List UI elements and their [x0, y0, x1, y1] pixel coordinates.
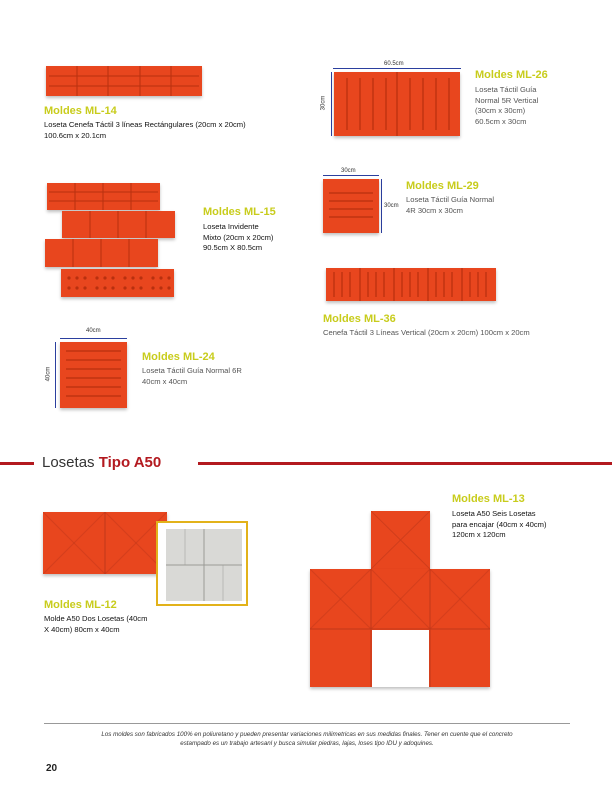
ml15-mold-image — [45, 183, 175, 297]
footer-note — [36, 730, 578, 748]
ml13-desc-line1: Loseta A50 Seis Losetas — [452, 509, 536, 518]
ml29-desc-line2: 4R 30cm x 30cm — [406, 205, 463, 215]
section-title — [42, 454, 161, 471]
ml14-desc-line2: 100.6cm x 20.1cm — [44, 130, 107, 140]
footer-note-line2: estampado es un trabajo artesanl y busca simular piedras, lajas, loses tipo IDU y adoquines. — [180, 740, 434, 747]
ml12-desc-line1: Molde A50 Dos Losetas (40cm — [44, 614, 148, 623]
ml14-mold-image — [46, 66, 202, 96]
ml15-row-3 — [45, 239, 158, 267]
ml12-concrete-surface — [166, 529, 242, 601]
ml29-desc-line1: Loseta Táctil Guía Normal — [406, 195, 495, 204]
ml14-title: Moldes ML-14 — [44, 105, 117, 117]
ml13-desc-line3: 120cm x 120cm — [452, 530, 506, 539]
ml29-mold-image — [323, 179, 379, 233]
ml15-row-2 — [62, 211, 175, 238]
footer-divider — [44, 723, 570, 724]
page-number: 20 — [46, 763, 58, 774]
ml26-title: Moldes ML-26 — [475, 69, 548, 81]
section-divider-right — [198, 462, 612, 465]
ml29-description — [406, 195, 494, 216]
ml12-concrete-sample-image — [156, 521, 248, 606]
ml24-width-line — [60, 338, 127, 339]
ml29-title: Moldes ML-29 — [406, 180, 479, 192]
ml14-desc-line1: Loseta Cenefa Táctil 3 líneas Rectángulares (20cm x 20cm) — [44, 120, 246, 129]
ml26-width-label: 60.5cm — [384, 61, 404, 67]
ml26-width-line — [333, 68, 461, 69]
ml26-desc-line4: 60.5cm x 30cm — [475, 116, 527, 126]
ml26-desc-line2: Normal 5R Vertical — [475, 95, 539, 105]
footer-note-line1: Los moldes son fabricados 100% en poliuretano y pueden presentar variaciones milimetricas en sus medidas finales. Tener en cuente que el concreto — [101, 731, 513, 738]
ml26-mold-image — [334, 72, 460, 136]
ml36-title: Moldes ML-36 — [323, 313, 396, 325]
ml12-mold-image — [43, 512, 167, 574]
ml29-width-label: 30cm — [341, 168, 356, 174]
section-divider-left — [0, 462, 34, 465]
ml24-title: Moldes ML-24 — [142, 351, 215, 363]
ml36-desc-line1: Cenefa Táctil 3 Líneas Vertical (20cm x 20cm) 100cm x 20cm — [323, 328, 530, 337]
ml15-row-1 — [47, 183, 160, 210]
ml24-desc-line1: Loseta Táctil Guía Normal 6R — [142, 366, 242, 375]
ml24-desc-line2: 40cm x 40cm — [142, 376, 188, 386]
ml26-desc-line1: Loseta Táctil Guía — [475, 85, 537, 94]
ml36-mold-image — [326, 268, 496, 301]
ml29-height-line — [381, 179, 382, 233]
ml26-desc-line3: (30cm x 30cm) — [475, 106, 526, 115]
ml12-description — [44, 614, 147, 635]
ml14-description — [44, 120, 246, 141]
ml24-height-label: 40cm — [45, 366, 52, 382]
ml26-height-label: 30cm — [320, 95, 327, 111]
ml13-title: Moldes ML-13 — [452, 493, 525, 505]
section-title-light: Losetas — [42, 454, 99, 471]
ml13-gap-bottom — [372, 630, 429, 687]
ml15-desc-line2: Mixto (20cm x 20cm) — [203, 232, 274, 242]
ml29-width-line — [323, 175, 379, 176]
ml29-height-label: 30cm — [384, 203, 399, 209]
ml15-desc-line3: 90.5cm X 80.5cm — [203, 243, 263, 252]
ml13-description — [452, 509, 547, 541]
ml26-description — [475, 85, 538, 127]
ml24-width-label: 40cm — [86, 328, 101, 334]
ml13-tile-top — [371, 511, 430, 569]
section-title-bold: Tipo A50 — [98, 454, 162, 471]
ml24-height-line — [55, 342, 56, 408]
ml12-desc-line2: X 40cm) 80cm x 40cm — [44, 624, 120, 634]
ml12-title: Moldes ML-12 — [44, 599, 117, 611]
ml15-row-4 — [61, 269, 174, 297]
ml24-mold-image — [60, 342, 127, 408]
ml15-title: Moldes ML-15 — [203, 206, 276, 218]
ml24-description — [142, 366, 242, 387]
ml26-height-line — [331, 72, 332, 136]
ml13-desc-line2: para encajar (40cm x 40cm) — [452, 519, 547, 529]
ml15-desc-line1: Loseta Invidente — [203, 222, 259, 231]
ml15-description — [203, 222, 273, 254]
ml36-description — [323, 328, 530, 339]
